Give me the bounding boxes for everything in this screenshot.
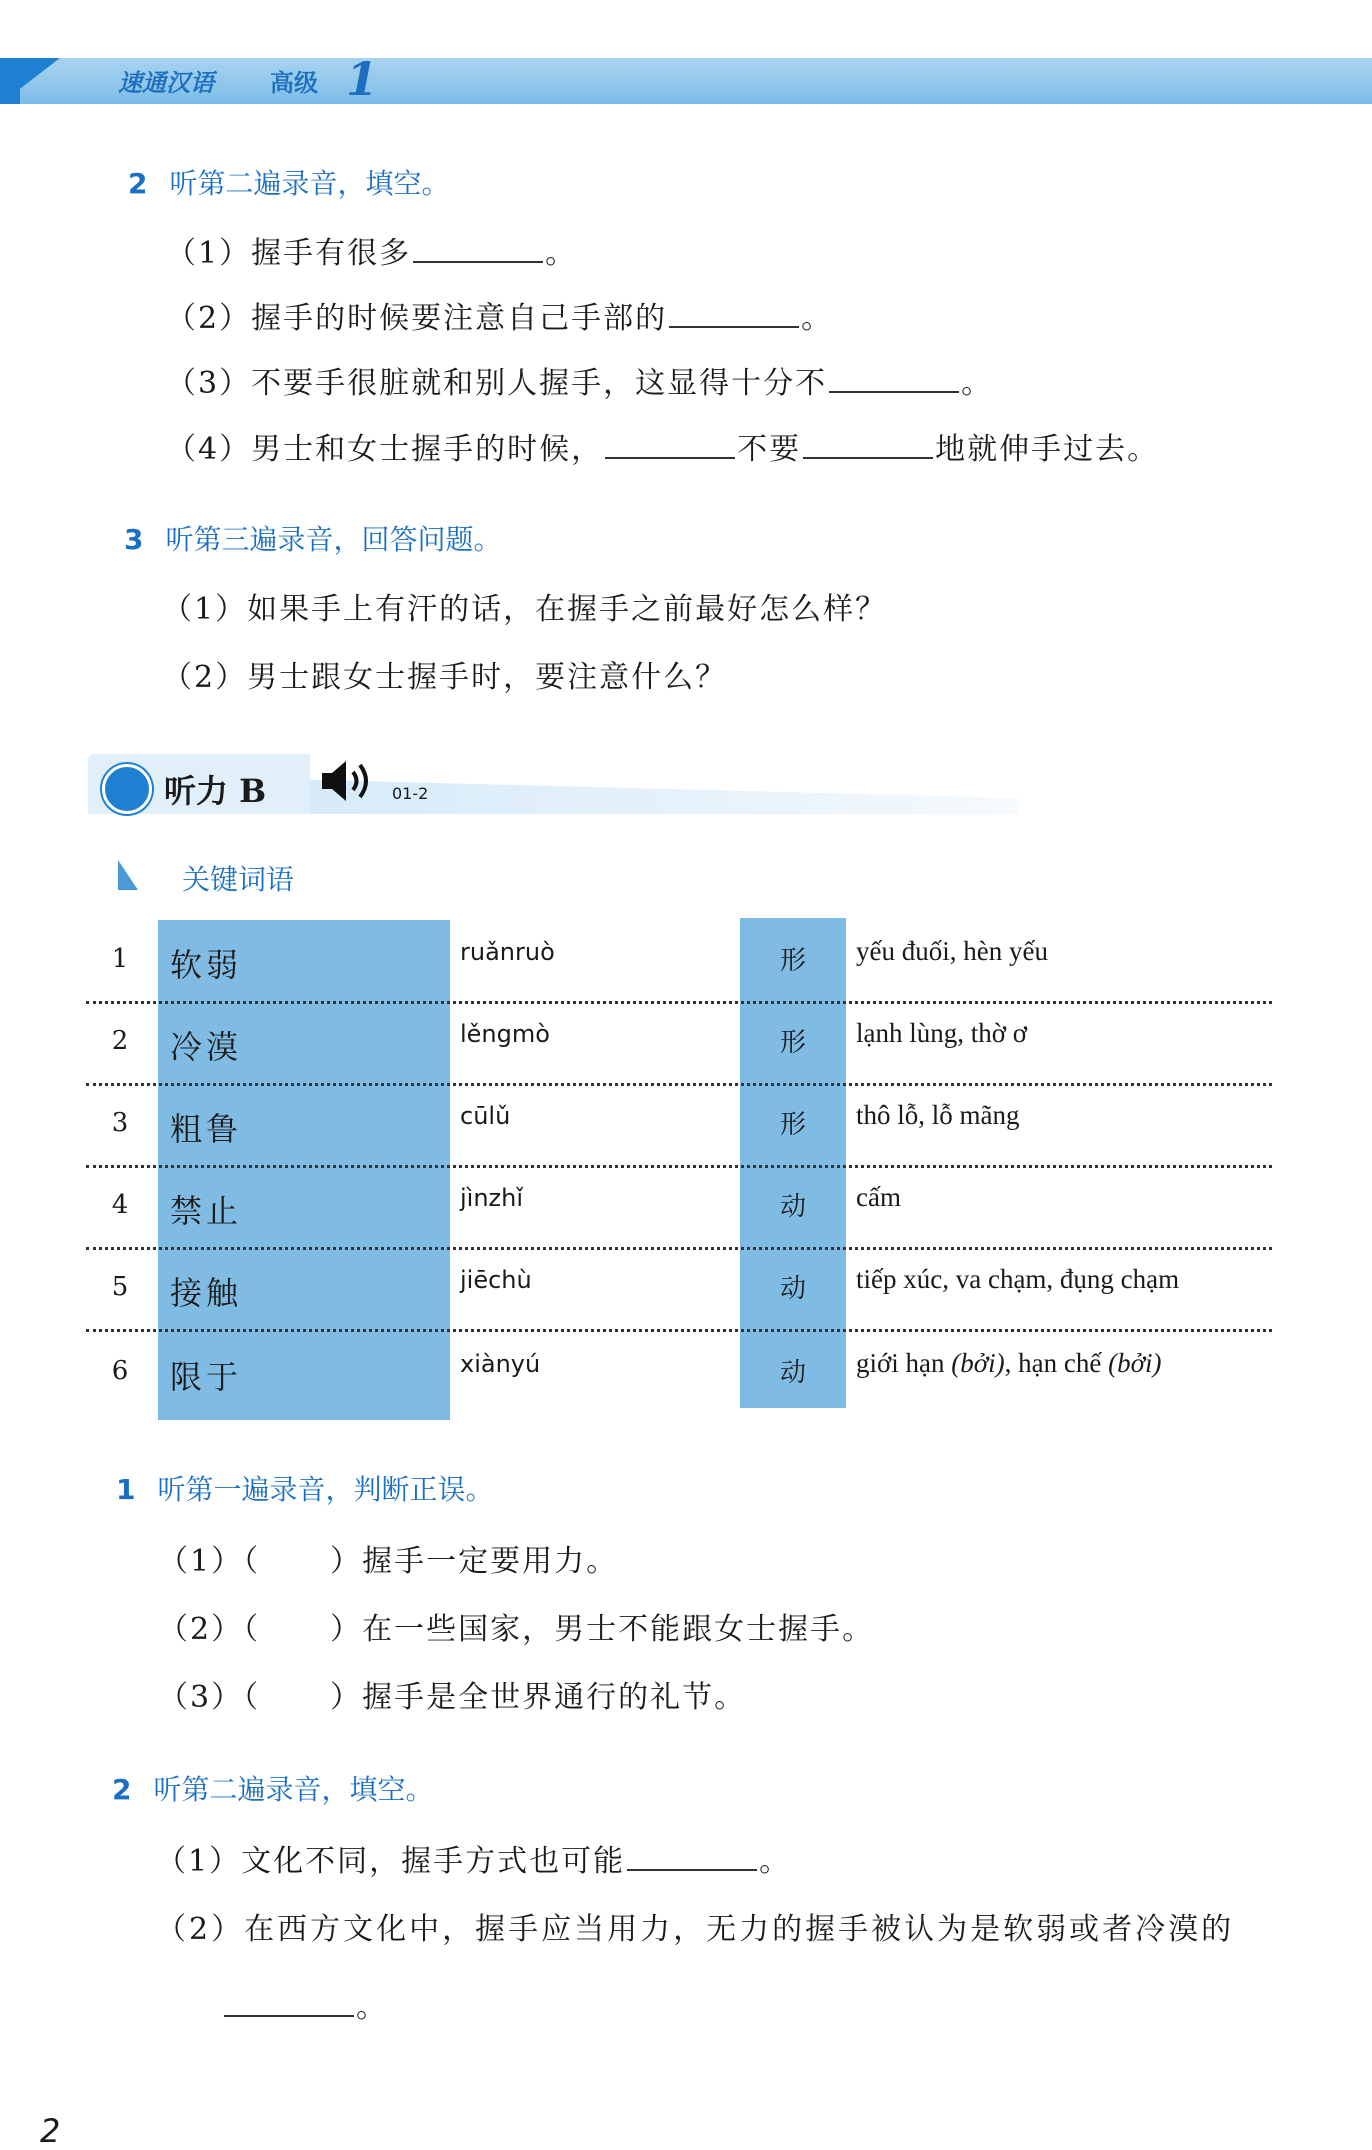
item-number: （1）	[162, 592, 248, 627]
true-false-item	[158, 1536, 618, 1580]
item-text: 男士和女士握手的时候，	[251, 432, 604, 467]
true-false-item	[158, 1604, 874, 1648]
fill-blank-item	[166, 358, 993, 402]
item-number: （1）	[156, 1844, 242, 1879]
keyword-pinyin: ruǎnruò	[460, 938, 555, 966]
fill-blank-item	[166, 424, 1159, 468]
item-punct: 。	[759, 1844, 792, 1879]
item-text: 地就伸手过去。	[935, 432, 1160, 467]
fill-blank-item	[166, 228, 577, 272]
keyword-pos: 形	[779, 946, 806, 976]
item-punct: ）	[330, 1680, 363, 1715]
meaning-part: , hạn chế	[1004, 1348, 1109, 1378]
keyword-pinyin: cūlǔ	[460, 1102, 511, 1130]
keyword-pos: 形	[779, 1028, 806, 1058]
book-volume: 1	[346, 52, 379, 106]
exercise-title: 听第三遍录音，回答问题。	[165, 523, 502, 556]
item-number: （2）	[156, 1912, 245, 1947]
item-punct: 。	[801, 301, 834, 336]
keyword-number: 5	[111, 1272, 129, 1302]
fill-blank-item	[166, 293, 833, 337]
item-text: 不要手很脏就和别人握手，这显得十分不	[251, 366, 828, 401]
item-number: （2）	[166, 301, 252, 336]
keyword-hanzi: 限于	[170, 1358, 243, 1396]
keyword-pos: 动	[779, 1358, 806, 1388]
item-punct: ）	[330, 1544, 363, 1579]
item-number: （1）（	[158, 1544, 261, 1579]
word-column-bg	[158, 920, 450, 1420]
keyword-pinyin: jiēchù	[460, 1266, 532, 1294]
row-separator	[86, 1083, 1272, 1086]
row-separator	[86, 1001, 1272, 1004]
row-separator	[86, 1329, 1272, 1332]
item-number: （2）（	[158, 1612, 261, 1647]
exercise-heading	[112, 1768, 434, 1808]
keyword-meaning	[856, 1348, 1162, 1379]
answer-blank[interactable]	[224, 1987, 354, 2017]
exercise-heading	[128, 162, 450, 202]
keyword-meaning: tiếp xúc, va chạm, đụng chạm	[856, 1264, 1180, 1294]
exercise-title: 听第二遍录音，填空。	[153, 1773, 434, 1806]
item-number: （4）	[166, 432, 252, 467]
true-false-item	[158, 1672, 746, 1716]
keyword-hanzi: 禁止	[170, 1192, 243, 1230]
keyword-pos: 形	[779, 1110, 806, 1140]
answer-blank[interactable]	[413, 233, 543, 263]
question-item	[162, 584, 887, 628]
keyword-number: 6	[111, 1356, 129, 1386]
item-punct: 。	[545, 236, 578, 271]
answer-blank[interactable]	[803, 429, 933, 459]
keyword-hanzi: 粗鲁	[170, 1110, 243, 1148]
book-title: 速通汉语	[118, 69, 214, 97]
keyword-pos: 动	[779, 1192, 806, 1222]
page-number: 2	[40, 2112, 61, 2150]
keyword-number: 3	[111, 1108, 129, 1138]
row-separator	[86, 1165, 1272, 1168]
meaning-part: (bởi)	[1108, 1348, 1162, 1378]
answer-blank[interactable]	[669, 298, 799, 328]
item-number: （3）（	[158, 1680, 261, 1715]
item-text: 男士跟女士握手时，要注意什么？	[247, 660, 728, 695]
item-punct: 。	[961, 366, 994, 401]
fill-blank-item	[156, 1904, 1234, 1948]
exercise-number: 2	[112, 1773, 132, 1806]
exercise-number: 3	[124, 523, 144, 556]
keyword-hanzi: 接触	[170, 1274, 243, 1312]
item-text: 握手一定要用力。	[362, 1544, 619, 1579]
item-text: 握手的时候要注意自己手部的	[251, 301, 668, 336]
keyword-pinyin: lěngmò	[460, 1020, 550, 1048]
item-text: 在西方文化中，握手应当用力，无力的握手被认为是软弱或者冷漠的	[244, 1912, 1235, 1947]
keywords-title: 关键词语	[182, 863, 295, 896]
header-accent-triangle	[0, 58, 60, 104]
item-number: （1）	[166, 236, 252, 271]
audio-track-code: 01-2	[392, 784, 429, 803]
item-text: 握手有很多	[251, 236, 412, 271]
keyword-meaning: cấm	[856, 1182, 901, 1212]
item-text: 在一些国家，男士不能跟女士握手。	[362, 1612, 875, 1647]
item-text: 文化不同，握手方式也可能	[241, 1844, 626, 1879]
item-punct: ）	[330, 1612, 363, 1647]
item-number: （3）	[166, 366, 252, 401]
meaning-part: (bởi)	[951, 1348, 1005, 1378]
question-item	[162, 652, 727, 696]
item-text: 如果手上有汗的话，在握手之前最好怎么样？	[247, 592, 888, 627]
exercise-heading	[124, 518, 502, 558]
answer-blank[interactable]	[605, 429, 735, 459]
exercise-heading	[116, 1468, 494, 1508]
fill-blank-item	[156, 1836, 791, 1880]
listening-icon	[102, 764, 152, 814]
book-level: 高级	[270, 69, 318, 97]
keyword-pinyin: jìnzhǐ	[460, 1184, 524, 1212]
answer-blank[interactable]	[627, 1841, 757, 1871]
fill-blank-continuation	[222, 1982, 388, 2026]
section-title: 听力 B	[164, 772, 267, 810]
keyword-meaning: yếu đuối, hèn yếu	[856, 936, 1048, 966]
item-number: （2）	[162, 660, 248, 695]
keyword-number: 1	[111, 944, 129, 974]
exercise-number: 2	[128, 167, 148, 200]
keyword-meaning: thô lỗ, lỗ mãng	[856, 1100, 1020, 1130]
keyword-number: 2	[111, 1026, 129, 1056]
keyword-meaning: lạnh lùng, thờ ơ	[856, 1018, 1028, 1048]
item-text: 不要	[737, 432, 802, 467]
keyword-pos: 动	[779, 1274, 806, 1304]
speaker-icon[interactable]	[320, 758, 376, 804]
keyword-number: 4	[111, 1190, 129, 1220]
exercise-title: 听第一遍录音，判断正误。	[157, 1473, 494, 1506]
keyword-hanzi: 软弱	[170, 946, 243, 984]
exercise-title: 听第二遍录音，填空。	[169, 167, 450, 200]
keywords-marker-icon	[118, 860, 138, 890]
answer-blank[interactable]	[829, 363, 959, 393]
keyword-hanzi: 冷漠	[170, 1028, 243, 1066]
row-separator	[86, 1247, 1272, 1250]
meaning-part: giới hạn	[856, 1348, 952, 1378]
item-text: 握手是全世界通行的礼节。	[362, 1680, 747, 1715]
item-punct: 。	[356, 1990, 388, 2025]
keyword-pinyin: xiànyú	[460, 1350, 541, 1378]
exercise-number: 1	[116, 1473, 136, 1506]
pos-column-bg	[740, 918, 846, 1408]
